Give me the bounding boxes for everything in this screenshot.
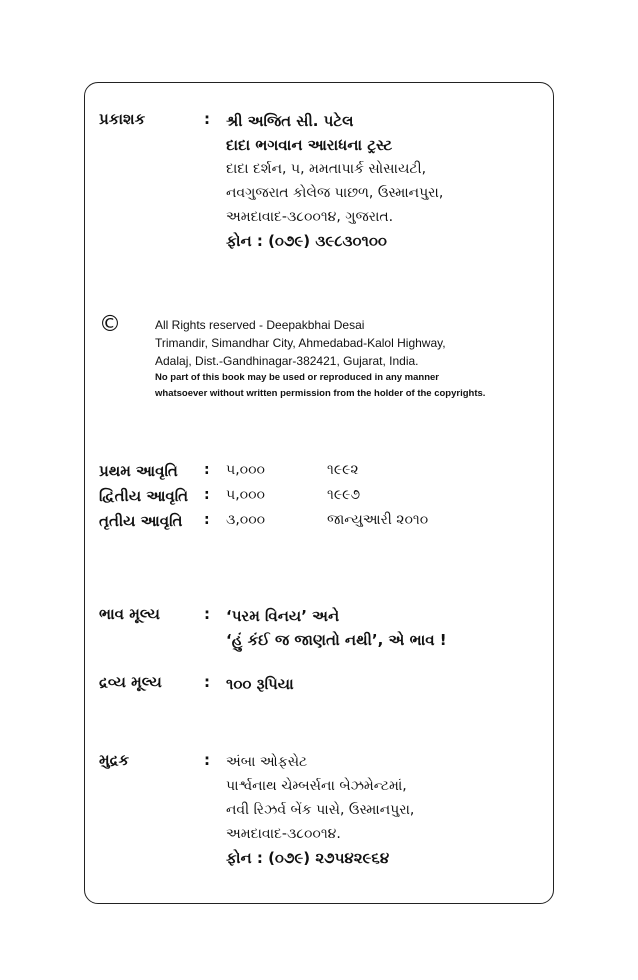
edition-copies: ૫,૦૦૦ [226, 462, 265, 478]
bhav-mulya-label: ભાવ મૂલ્ય [99, 605, 160, 623]
edition-copies: ૫,૦૦૦ [226, 487, 265, 503]
copyright-notice: No part of this book may be used or reproduced in any manner [155, 372, 439, 383]
printer-address-line: અમદાવાદ-૩૮૦૦૧૪. [226, 826, 341, 842]
bhav-mulya-value [226, 605, 447, 653]
printer-details [226, 751, 414, 871]
copyright-line: All Rights reserved - Deepakbhai Desai [155, 318, 365, 332]
edition-year: જાન્યુઆરી ૨૦૧૦ [327, 512, 429, 528]
printer-phone: ફોન : (૦૭૯) ૨૭૫૪૨૯૬૪ [226, 849, 390, 867]
edition-name: તૃતીય આવૃતિ [99, 512, 183, 530]
edition-year: ૧૯૯૨ [327, 462, 359, 478]
dravya-mulya-colon: : [204, 673, 210, 691]
edition-colon: : [204, 487, 210, 503]
publisher-label: પ્રકાશક [99, 110, 146, 128]
copyright-notice: whatsoever without written permission from the holder of the copyrights. [155, 388, 486, 399]
printer-colon: : [204, 751, 210, 769]
copyright-line: Trimandir, Simandhar City, Ahmedabad-Kalol Highway, [155, 336, 446, 350]
copyright-icon: © [99, 312, 121, 337]
publisher-trust: દાદા ભગવાન આરાધના ટ્રસ્ટ [226, 136, 393, 154]
bhav-mulya-colon: : [204, 605, 210, 623]
edition-name: દ્વિતીય આવૃતિ [99, 487, 189, 505]
printer-address-line: પાર્શ્વનાથ ચેમ્બર્સના બેઝમેન્ટમાં, [226, 778, 407, 794]
publisher-address-line: નવગુજરાત કોલેજ પાછળ, ઉસ્માનપુરા, [226, 185, 444, 201]
publisher-address-line: દાદા દર્શન, ૫, મમતાપાર્ક સોસાયટી, [226, 161, 427, 177]
edition-year: ૧૯૯૭ [327, 487, 361, 503]
dravya-mulya-label: દ્રવ્ય મૂલ્ય [99, 673, 162, 691]
copyright-line: Adalaj, Dist.-Gandhinagar-382421, Gujarat, India. [155, 354, 419, 368]
publisher-phone: ફોન : (૦૭૯) ૩૯૮૩૦૧૦૦ [226, 232, 387, 250]
printer-address-line: નવી રિઝર્વ બેંક પાસે, ઉસ્માનપુરા, [226, 802, 415, 818]
copyright-block [155, 316, 485, 402]
edition-name: પ્રથમ આવૃતિ [99, 462, 178, 480]
printer-label: મુદ્રક [99, 751, 130, 769]
publisher-address-line: અમદાવાદ-૩૮૦૦૧૪, ગુજરાત. [226, 209, 394, 225]
printer-name: અંબા ઓફસેટ [226, 754, 308, 770]
publisher-details [226, 110, 443, 254]
edition-copies: ૩,૦૦૦ [226, 512, 266, 528]
edition-colon: : [204, 462, 210, 478]
bhav-mulya-line: ‘પરમ વિનય’ અને [226, 607, 340, 625]
bhav-mulya-line: ‘હું કંઈ જ જાણતો નથી’, એ ભાવ ! [226, 631, 447, 649]
dravya-mulya-amount: ૧૦૦ રૂપિયા [226, 675, 294, 693]
dravya-mulya-value [226, 673, 294, 697]
publisher-name: શ્રી અજિત સી. પટેલ [226, 112, 354, 130]
publisher-colon: : [204, 110, 210, 128]
edition-colon: : [204, 512, 210, 528]
